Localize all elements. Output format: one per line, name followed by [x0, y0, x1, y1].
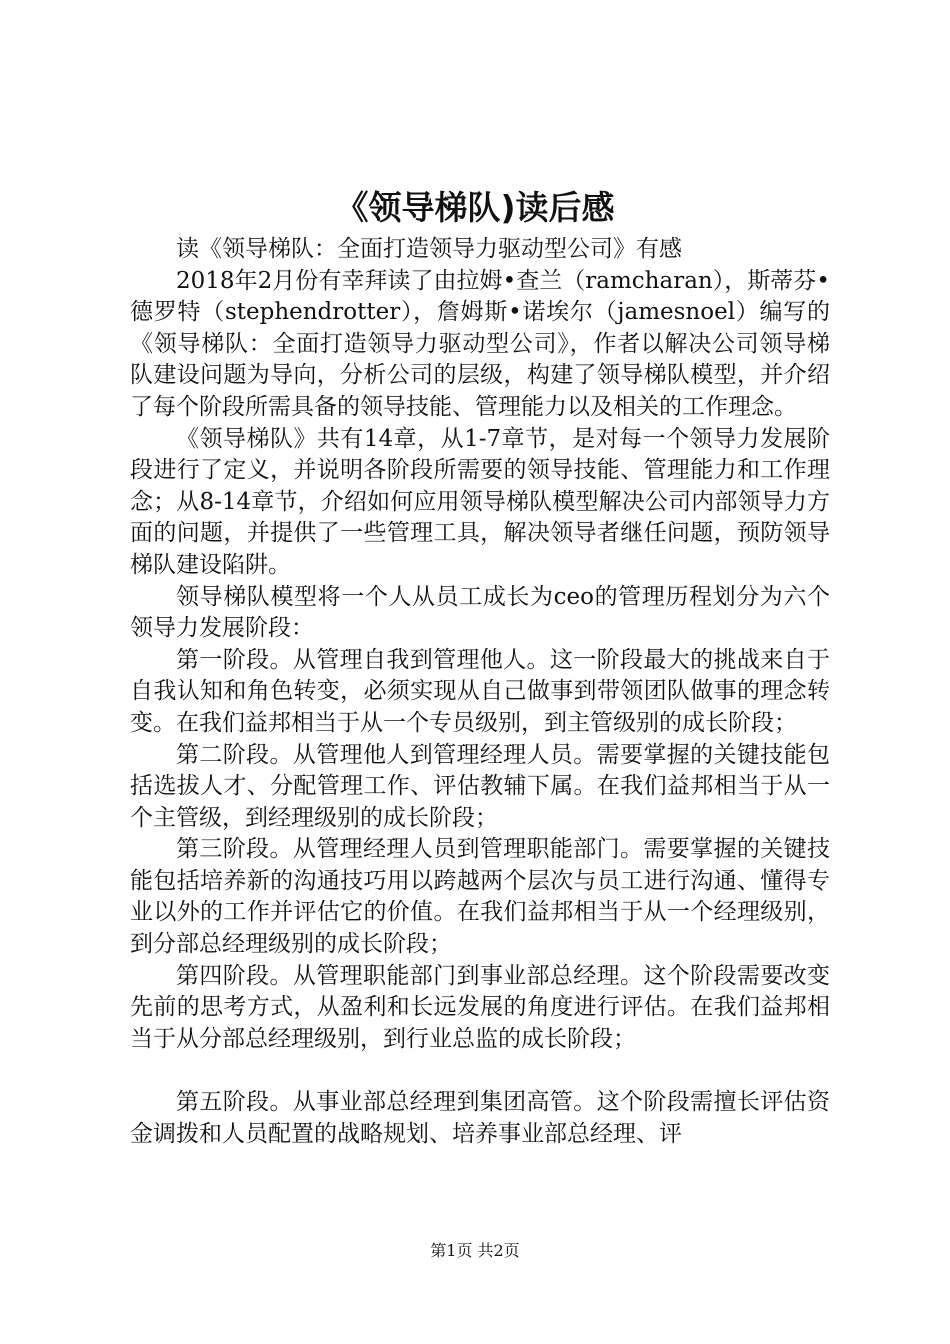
paragraph-stage-5: 第五阶段。从事业部总经理到集团高管。这个阶段需擅长评估资金调拨和人员配置的战略规划、培养事业部总经理、评 — [130, 1089, 830, 1147]
document-title: 《领导梯队)读后感 — [335, 188, 615, 227]
paragraph-model: 领导梯队模型将一个人从员工成长为ceo的管理历程划分为六个领导力发展阶段： — [130, 583, 830, 642]
paragraph-structure: 《领导梯队》共有14章，从1-7章节，是对每一个领导力发展阶段进行了定义，并说明各阶段所需要的领导技能、管理能力和工作理念；从8-14章节，介绍如何应用领导梯队模型解决公司内部领导力方面的问题，并提供了一些管理工具，解决领导者继任问题，预防领导梯队建设陷阱。 — [130, 425, 830, 578]
document-body — [130, 234, 830, 1150]
page-footer: 第1页 共2页 — [430, 1241, 520, 1260]
paragraph-intro: 2018年2月份有幸拜读了由拉姆•查兰（ramcharan），斯蒂芬•德罗特（stephendrotter），詹姆斯•诺埃尔（jamesnoel）编写的《领导梯队：全面打造领导力驱动型公司》，作者以解决公司领导梯队建设问题为导向，分析公司的层级，构建了领导梯队模型，并介绍了每个阶段所需具备的领导技能、管理能力以及相关的工作理念。 — [130, 267, 830, 420]
paragraph-stage-1: 第一阶段。从管理自我到管理他人。这一阶段最大的挑战来自于自我认知和角色转变，必须实现从自己做事到带领团队做事的理念转变。在我们益邦相当于从一个专员级别，到主管级别的成长阶段； — [130, 646, 830, 736]
paragraph-subtitle: 读《领导梯队：全面打造领导力驱动型公司》有感 — [176, 236, 682, 262]
paragraph-stage-4: 第四阶段。从管理职能部门到事业部总经理。这个阶段需要改变先前的思考方式，从盈利和长远发展的角度进行评估。在我们益邦相当于从分部总经理级别，到行业总监的成长阶段； — [130, 962, 830, 1052]
paragraph-stage-2: 第二阶段。从管理他人到管理经理人员。需要掌握的关键技能包括选拔人才、分配管理工作、评估教辅下属。在我们益邦相当于从一个主管级，到经理级别的成长阶段； — [130, 741, 830, 831]
paragraph-stage-3: 第三阶段。从管理经理人员到管理职能部门。需要掌握的关键技能包括培养新的沟通技巧用以跨越两个层次与员工进行沟通、懂得专业以外的工作并评估它的价值。在我们益邦相当于从一个经理级别，到分部总经理级别的成长阶段； — [130, 836, 830, 958]
